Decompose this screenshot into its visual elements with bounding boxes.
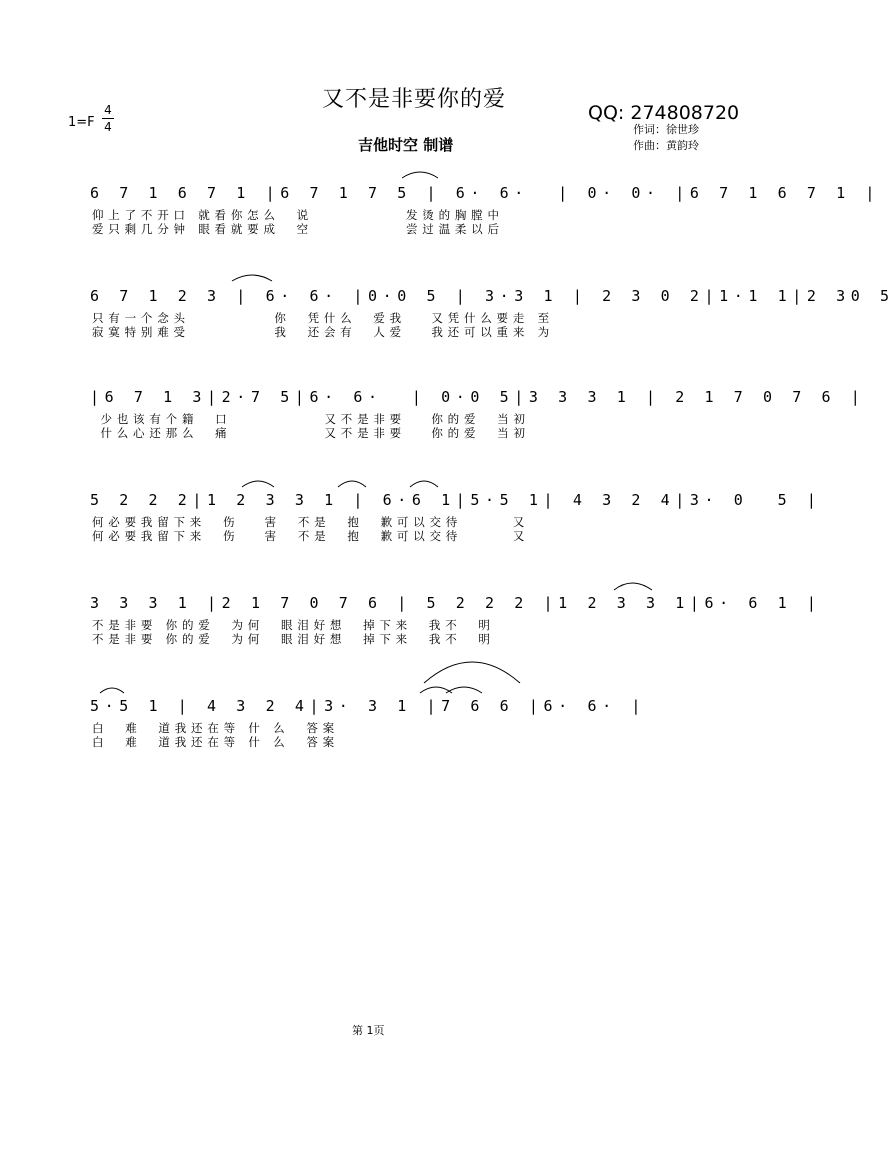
score-system-3 (0, 384, 866, 464)
lyrics-verse-2: 何必要我留下来 伤 害 不是 抱 歉可以交待 又 (92, 529, 530, 543)
song-title: 又不是非要你的爱 (322, 87, 507, 112)
notes-text: 6 7 1 6 7 1 |6 7 1 7 5 | 6· 6· | 0· 0· |6 7 1 6 7 1 | (90, 184, 881, 202)
slur-mark (410, 481, 438, 487)
meter-top: 4 (104, 103, 112, 117)
score-system-5 (0, 590, 822, 670)
key-signature: 1=F (68, 115, 95, 130)
slur-marks (0, 180, 797, 260)
slur-mark (338, 481, 366, 487)
slur-marks (0, 590, 797, 670)
tie-mark (232, 275, 272, 281)
lyrics-verse-2: 什么心还那么 痛 又不是非要 你的爱 当初 (92, 426, 530, 440)
lyrics-verse-1: 仰上了不开口 就看你怎么 说 发烫的胸膛中 (92, 208, 504, 222)
notes-text: 3 3 3 1 |2 1 7 0 7 6 | 5 2 2 2 |1 2 3 3 1|6· 6 1 | (90, 594, 822, 612)
lyrics-verse-2: 不是非要 你的爱 为何 眼泪好想 掉下来 我不 明 (92, 632, 495, 646)
time-signature (102, 103, 114, 134)
lyrics-verse-1: 少也该有个籍 口 又不是非要 你的爱 当初 (92, 412, 530, 426)
score-system-6 (0, 693, 797, 773)
qq-contact: QQ: 274808720 (588, 102, 740, 124)
score-system-1 (0, 180, 881, 260)
notes-line (90, 384, 866, 410)
lyrics-verse-1: 不是非要 你的爱 为何 眼泪好想 掉下来 我不 明 (92, 618, 495, 632)
slur-marks (0, 693, 797, 773)
lyrics-verse-1: 何必要我留下来 伤 害 不是 抱 歉可以交待 又 (92, 515, 530, 529)
notes-text: |6 7 1 3|2·7 5|6· 6· | 0·0 5|3 3 3 1 | 2 1 7 0 7 6 | (90, 388, 866, 406)
lyrics-verse-2: 爱只剩几分钟 眼看就要成 空 尝过温柔以后 (92, 222, 504, 236)
lyrics-verse-2: 白 难 道我还在等 什 么 答案 (92, 735, 339, 749)
slur-marks (0, 283, 797, 363)
arranger-credit: 吉他时空 制谱 (358, 136, 454, 154)
slur-marks (0, 487, 797, 567)
meter-line (102, 118, 114, 119)
lyrics-verse-1: 只有一个念头 你 凭什么 爱我 又凭什么要走 至 (92, 311, 554, 325)
tie-mark (402, 172, 438, 178)
notes-text: 5·5 1 | 4 3 2 4|3· 3 1 |7 6 6 |6· 6· | (90, 697, 646, 715)
lyrics-verse-1: 白 难 道我还在等 什 么 答案 (92, 721, 339, 735)
page-number: 第 1页 (352, 1024, 385, 1037)
score-system-2 (0, 283, 895, 363)
slur-mark (242, 481, 274, 487)
notes-text: 6 7 1 2 3 | 6· 6· |0·0 5 | 3·3 1 | 2 3 0 2|1·1 1|2 30 5 (90, 287, 895, 305)
slur-mark (614, 583, 652, 590)
slur-mark (100, 688, 124, 693)
notes-text: 5 2 2 2|1 2 3 3 1 | 6·6 1|5·5 1| 4 3 2 4|3· 0 5 | (90, 491, 822, 509)
meter-bottom: 4 (104, 120, 112, 134)
composer-credit: 作曲：黄韵玲 (633, 139, 699, 152)
lyrics-verse-2: 寂寞特别难受 我 还会有 人爱 我还可以重来 为 (92, 325, 554, 339)
score-system-4 (0, 487, 822, 567)
lyricist-credit: 作词：徐世珍 (633, 123, 699, 136)
